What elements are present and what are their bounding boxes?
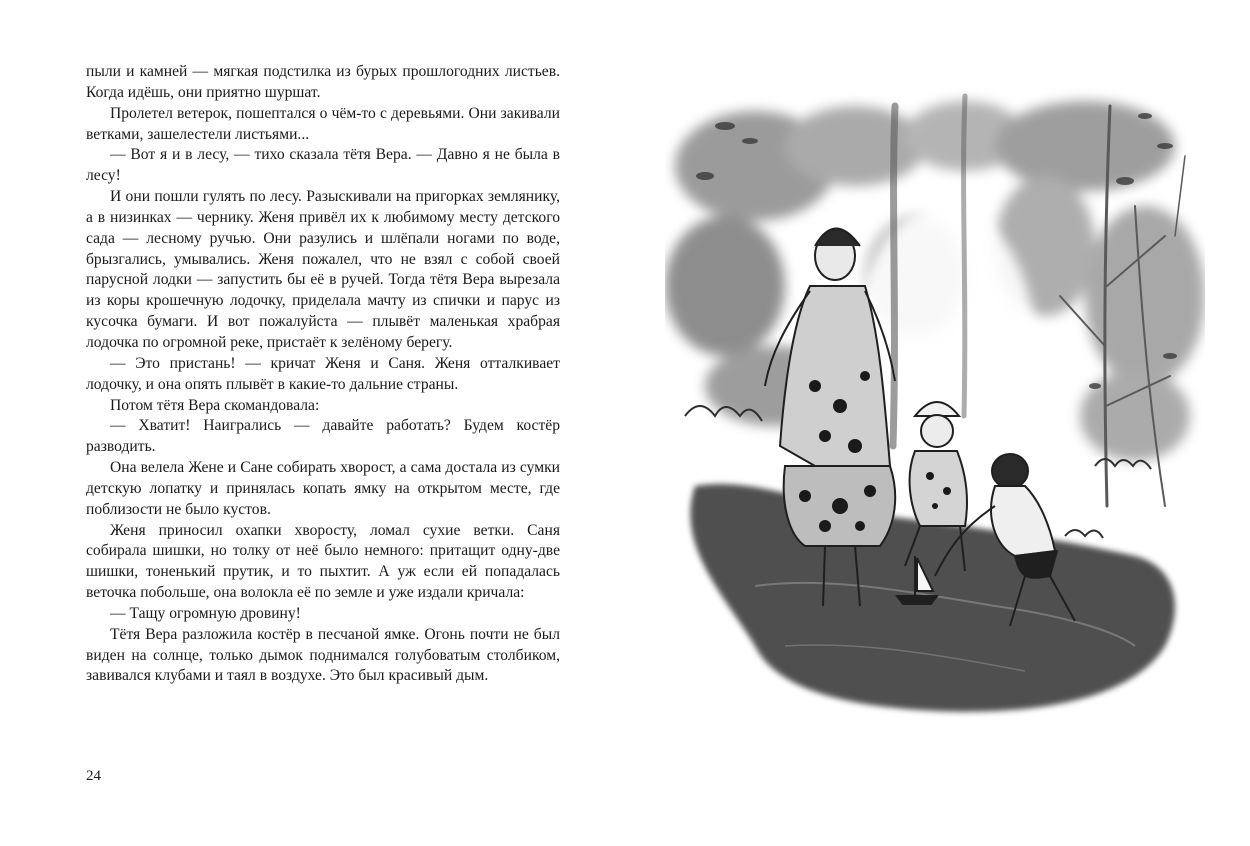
page-number: 24 [86,768,101,784]
paragraph-3: — Вот я и в лесу, — тихо сказала тётя Вера. — Давно я не была в лесу! [86,146,560,185]
paragraph-5: — Это пристань! — кричат Женя и Саня. Женя отталкивает лодочку, и она опять плывёт в какие-то дальние страны. [86,354,560,393]
paragraph-8: Она велела Жене и Сане собирать хворост, а сама достала из сумки детскую лопатку и принялась копать ямку на открытом месте, где поблизости не было кустов. [86,459,560,518]
text-block [86,62,560,687]
paragraph-11: Тётя Вера разложила костёр в песчаной ямке. Огонь почти не был виден на солнце, только дымок поднимался голубоватым столбиком, завивался клубами и таял в воздухе. Это был красивый дым. [86,625,560,685]
paragraph-10: — Тащу огромную дровину! [110,604,301,622]
paragraph-1: пыли и камней — мягкая подстилка из бурых прошлогодних листьев. Когда идёшь, они приятно шуршат. [86,63,560,101]
forest-stream-illustration-icon [665,86,1205,726]
paragraph-7: — Хватит! Наигрались — давайте работать? Будем костёр разводить. [86,417,560,456]
right-page [625,0,1250,846]
paragraph-6: Потом тётя Вера скомандовала: [110,396,320,414]
paragraph-2: Пролетел ветерок, пошептался о чём-то с деревьями. Они закивали ветками, зашелестели листьями... [86,104,560,143]
paragraph-9: Женя приносил охапки хворосту, ломал сухие ветки. Саня собирала шишки, но толку от неё было немного: притащит одну-две шишки, тоненький прутик, и то пыхтит. А уж если ей попадалась веточка побольше, она волокла её по земле и уже издали кричала: [86,521,560,602]
paragraph-4: И они пошли гулять по лесу. Разыскивали на пригорках землянику, а в низинках — чернику. Женя привёл их к любимому месту детского сада — лесному ручью. Они разулись и шлёпали ногами по воде, брызгались, умывались. Женя пожалел, что не взял с собой своей парусной лодки — запустить бы её в ручей. Тогда тётя Вера вырезала из коры крошечную лодочку, приделала мачту из спички и парус из кусочка бумаги. И вот пожалуйста — плывёт маленькая храбрая лодочка по огромной реке, пристаёт к зелёному берегу. [86,188,560,351]
